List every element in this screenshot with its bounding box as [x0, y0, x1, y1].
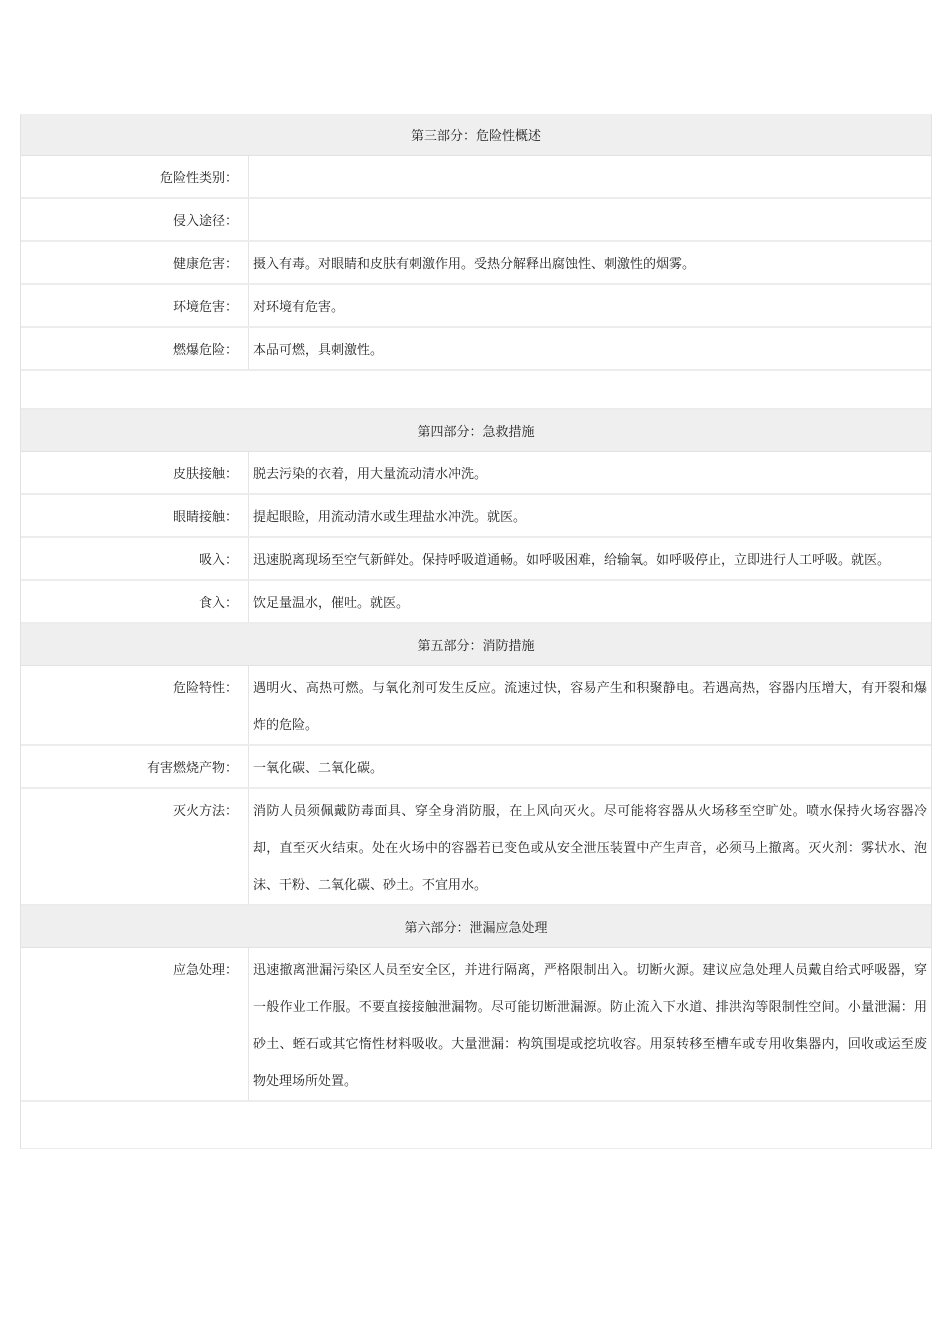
msds-table [20, 114, 932, 1149]
row-value: 迅速脱离现场至空气新鲜处。保持呼吸道通畅。如呼吸困难，给输氧。如呼吸停止，立即进行人工呼吸。就医。 [253, 553, 891, 568]
row-label: 有害燃烧产物： [21, 746, 249, 787]
section-3-header: 第三部分：危险性概述 [21, 114, 931, 156]
row-label: 环境危害： [21, 285, 249, 326]
table-row [21, 285, 931, 328]
section-5-header: 第五部分：消防措施 [21, 624, 931, 666]
row-value: 饮足量温水，催吐。就医。 [253, 596, 410, 611]
table-row [21, 746, 931, 789]
table-row [21, 199, 931, 242]
row-label: 健康危害： [21, 242, 249, 283]
table-row [21, 948, 931, 1102]
table-row [21, 789, 931, 906]
row-label: 危险性类别： [21, 156, 249, 197]
row-value [249, 199, 931, 240]
table-row [21, 495, 931, 538]
row-value: 脱去污染的衣着，用大量流动清水冲洗。 [253, 467, 488, 482]
row-label: 燃爆危险： [21, 328, 249, 369]
row-value: 摄入有毒。对眼睛和皮肤有刺激作用。受热分解释出腐蚀性、刺激性的烟雾。 [253, 257, 696, 272]
row-value: 一氧化碳、二氧化碳。 [253, 761, 384, 776]
table-row [21, 328, 931, 371]
row-value: 消防人员须佩戴防毒面具、穿全身消防服，在上风向灭火。尽可能将容器从火场移至空旷处。喷水保持火场容器冷却，直至灭火结束。处在火场中的容器若已变色或从安全泄压装置中产生声音，必须马上撤离。灭火剂：雾状水、泡沫、干粉、二氧化碳、砂土。不宜用水。 [253, 804, 927, 893]
row-label: 侵入途径： [21, 199, 249, 240]
section-4-header: 第四部分：急救措施 [21, 410, 931, 452]
row-value: 遇明火、高热可燃。与氧化剂可发生反应。流速过快，容易产生和积聚静电。若遇高热，容器内压增大，有开裂和爆炸的危险。 [253, 681, 927, 733]
row-value [249, 156, 931, 197]
blank-row [21, 1102, 931, 1149]
row-label: 灭火方法： [21, 789, 249, 904]
table-row [21, 452, 931, 495]
row-value: 迅速撤离泄漏污染区人员至安全区，并进行隔离，严格限制出入。切断火源。建议应急处理人员戴自给式呼吸器，穿一般作业工作服。不要直接接触泄漏物。尽可能切断泄漏源。防止流入下水道、排洪沟等限制性空间。小量泄漏：用砂土、蛭石或其它惰性材料吸收。大量泄漏：构筑围堤或挖坑收容。用泵转移至槽车或专用收集器内，回收或运至废物处理场所处置。 [253, 963, 927, 1089]
blank-row [21, 371, 931, 410]
table-row [21, 666, 931, 746]
table-row [21, 538, 931, 581]
section-6-header: 第六部分：泄漏应急处理 [21, 906, 931, 948]
row-label: 眼睛接触： [21, 495, 249, 536]
row-value: 本品可燃，具刺激性。 [253, 343, 384, 358]
row-label: 皮肤接触： [21, 452, 249, 493]
row-label: 危险特性： [21, 666, 249, 744]
row-label: 吸入： [21, 538, 249, 579]
row-value: 对环境有危害。 [253, 300, 345, 315]
table-row [21, 242, 931, 285]
table-row [21, 581, 931, 624]
row-label: 食入： [21, 581, 249, 622]
row-value: 提起眼睑，用流动清水或生理盐水冲洗。就医。 [253, 510, 527, 525]
table-row [21, 156, 931, 199]
row-label: 应急处理： [21, 948, 249, 1100]
